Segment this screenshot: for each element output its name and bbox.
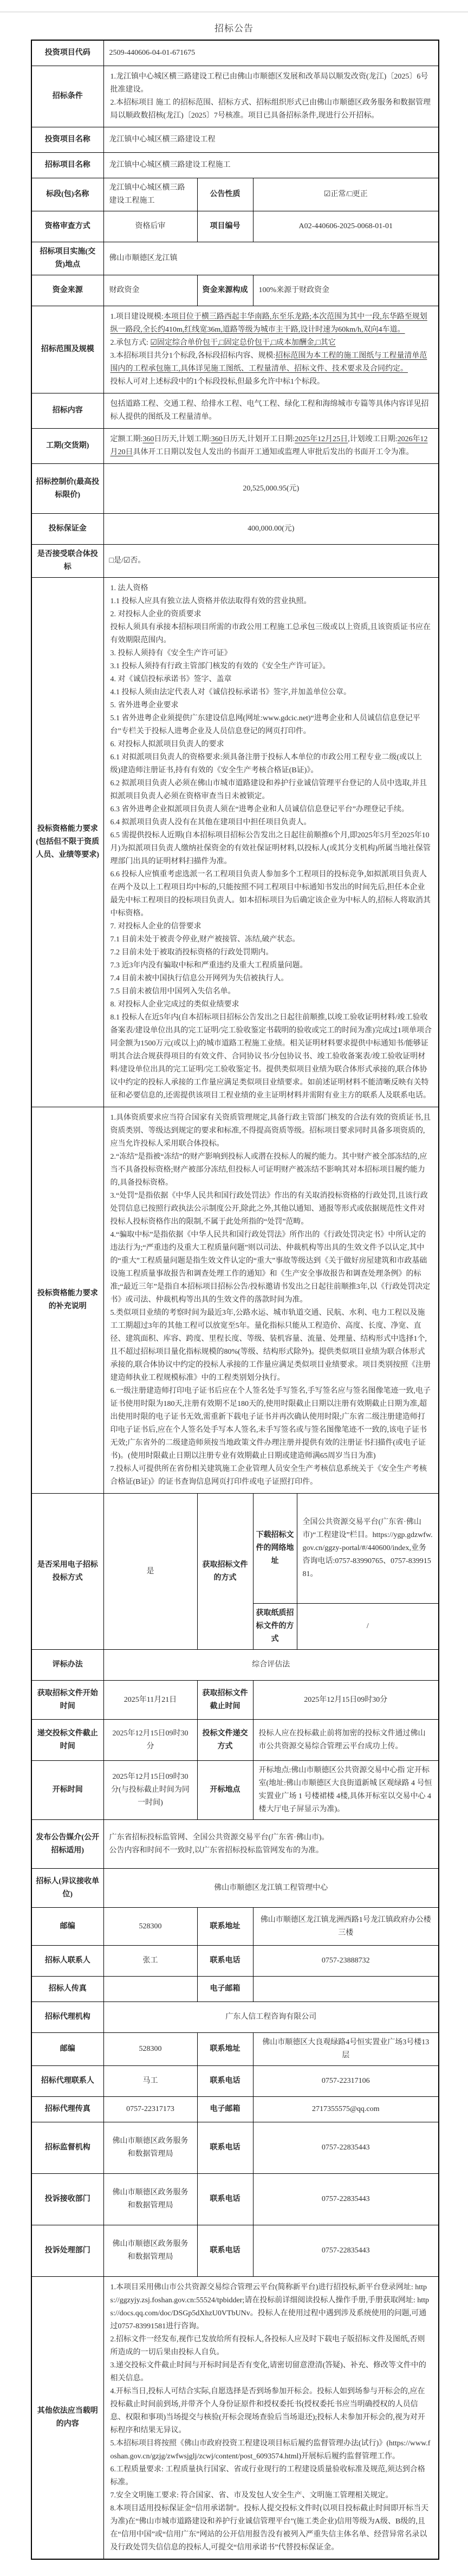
agency-email-value: 2717355575@qq.com [253,2097,439,2122]
complaint-receiving-phone-value: 0757-22835443 [253,2174,439,2225]
row-investment-project-name [31,127,439,153]
supervision-authority-label: 招标监督机构 [31,2122,103,2174]
investment-project-name-label: 投资项目名称 [31,127,103,153]
row-tender-content [31,393,439,429]
paragraph: 4. 对《诚信投标承诺书》签字、盖章 [110,675,232,683]
underlined-text: 招标范围为本工程的施工图纸与工程量清单范围内的工程承包施工,具体详见施工图纸、工程量清单、招标文件、技术要求及合同约定。 [110,352,427,373]
paragraph: 3.“处罚”是指依据《中华人民共和国行政处罚法》作出的有关取消投标资格的行政处罚,且该行政处罚信息已按照行政执法公示制度公开,除此之外,其他以通知、通报等形式或依据规范性文件对投标人投标资格作出的限制,不属于此处所指的“处罚”范畴。 [110,1192,428,1226]
paragraph [110,376,432,389]
row-tender-project-name [31,153,439,178]
tenderer-postcode-label: 邮编 [31,1908,103,1946]
electronic-bidding-value: 是 [103,1494,197,1650]
fund-composition-value: 100%来源于财政资金 [253,275,439,306]
tenderer-contact-value: 张工 [103,1946,197,1977]
announcement-nature-value: ☑正常/□更正 [253,178,439,211]
page-title: 招标公告 [214,23,253,34]
investment-code-value: 2509-440606-04-01-671675 [103,40,439,66]
tender-scope-label: 招标范围及规模 [31,306,103,393]
paragraph: 4.1 投标人须由法定代表人对《诚信投标承诺书》签字,并加盖单位公章。 [110,688,351,696]
row-bid-opening [31,1761,439,1820]
tenderer-value: 佛山市顺德区龙江镇工程管理中心 [103,1869,439,1908]
row-agency-contact [31,2066,439,2097]
consortium-label: 是否接受联合体投标 [31,545,103,578]
evaluation-method-value: 综合评估法 [103,1650,439,1681]
tender-conditions-label: 招标条件 [31,66,103,127]
qualification-supplement-value [103,1107,439,1494]
paragraph: 7.2 目前未处于被取消投标资格的行政处罚期内。 [110,948,274,957]
paragraph [110,350,432,376]
agency-label: 招标代理机构 [31,2002,103,2033]
delivery-location-label: 招标项目实施(交货)地点 [31,242,103,275]
supervision-phone-value: 0757-22835443 [253,2122,439,2174]
paragraph: 1. 法人资格 [110,584,148,592]
paragraph: 6.4 拟派项目负责人没有在其他在建项目中担任项目负责人。 [110,818,311,827]
tenderer-postcode-value: 528300 [103,1908,197,1946]
tenderer-address-label: 联系地址 [197,1908,253,1946]
paragraph: 7. 对投标人企业的信誉要求 [110,922,202,931]
section-name-value: 龙江镇中心城区横三路建设工程施工 [103,178,197,211]
project-number-label: 项目编号 [197,211,253,242]
paragraph: 8.本项目适用投标保证金“信用承诺制”。投标人提交投标文件时(以项目投标截止时间即开标当天为准)在“佛山市城市道路建设和养护行业诚信管理平台”(施工类企业)信用等级为A级、B级的,且在“信用中国”或“信用广东”网站的公开信用报告没有被列入严重失信主体名单、经营异常名录以及行政处罚失信信息的投标人,可提交“信用承诺书”代替投标保证金。 [110,2504,429,2552]
row-agency-postcode [31,2033,439,2066]
row-duration [31,429,439,464]
paragraph: 7.4 目前未被中国执行信息公开网列为失信被执行人。 [110,974,289,983]
agency-fax-value: 0757-22317173 [103,2097,197,2122]
bidder-qualification-value [103,578,439,1107]
agency-postcode-label: 邮编 [31,2033,103,2066]
document-obtain-start-label: 获取招标文件开始时间 [31,1681,103,1720]
paragraph: 2. 对投标人企业的资质要求 [110,610,202,618]
paragraph: 4.开标当日,投标人可结合实际,自愿选择是否到场参加开标会。投标人如到场参与开标会的,应在投标截止时间前到场,并带齐个人身份证原件和授权委托书(授权委托书应当明确授权的人员信息、权限和事项)当场提交与核验(开标会现场查验后当场退还);投标人未参加开标会的,视为对开标程序和结果无异议。 [110,2387,425,2435]
page-top-divider [0,11,468,12]
underlined-text: 360 [142,435,154,443]
text: 具体开工日期以发包人发出的书面开工通知或监理人审批后发出的书面开工令为准。 [133,448,414,456]
row-tenderer-contact [31,1946,439,1977]
project-number-value: A02-440606-2025-0068-01-01 [253,211,439,242]
row-consortium [31,545,439,578]
paragraph: 投标人须具有承接本招标项目所需的市政公用工程施工总承包三级或以上资质,且该资质证书应在有效期限范围内。 [110,623,431,644]
complaint-handling-phone-value: 0757-22835443 [253,2225,439,2277]
duration-value [103,429,439,464]
complaint-receiving-label: 投诉接收部门 [31,2174,103,2225]
underlined-text: 本项目位于横三路西起丰华南路,东至乐龙路;本次范围为其中一段,东华路至规划纵一路段,全长约410m,红线宽36m,道路等级为城市主干路,设计时速为60km/h,双向4车道。 [110,313,427,334]
paragraph: 6. 对投标人拟派项目负责人的要求 [110,740,224,748]
paragraph: 1.具体资质要求应当符合国家有关资质管理规定,具备行政主管部门核发的合法有效的资质证书,且资质类别、等级达到规定的要求和标准,不得提高资质等级。招标项目要求同时具备多项资质的,应当允许投标人采用联合体投标。 [110,1114,431,1148]
tenderer-email-label: 电子邮箱 [197,1977,253,2002]
row-bidder-qualification [31,578,439,1107]
paragraph: 1.龙江镇中心城区横三路建设工程已由佛山市顺德区发展和改革局以顺发改资(龙江)〔2025〕6号批准建设。 [110,73,428,94]
download-address-label: 下载招标文件的网络地址 [253,1494,297,1604]
row-investment-code [31,40,439,66]
other-contents-value [103,2277,439,2560]
underlined-text: ☑固定综合单价包干,□固定总价包干,□成本加酬金,□其它 [150,339,336,347]
paragraph: 1.本项目采用佛山市公共资源交易综合管理云平台(简称新平台)进行招投标,新平台登录网址: https://ggzyjy.zsj.foshan.gov.cn:55524/tpbidder;请在投标前详细阅读投标人操作手册,手册获取网址: https://docs.qq.com/doc/DSGp5dXhzU0VTbUNv。投标人在使用过程中遇到涉及系统使用的问题,可通过0757-83991581进行咨询。 [110,2283,429,2330]
fund-source-label: 资金来源 [31,275,103,306]
other-contents-label: 其他依法应当载明的内容 [31,2277,103,2560]
fund-source-value: 财政资金 [103,275,197,306]
agency-value: 广东人信工程咨询有限公司 [103,2002,439,2033]
submission-method-value: 投标人应在投标截止前将加密的投标文件通过佛山市公共资源交易综合管理云平台成功上传。 [253,1720,439,1761]
tender-content-label: 招标内容 [31,393,103,429]
paragraph [110,311,432,337]
paragraph: 5.1 省外进粤企业须提供广东建设信息网(网址:www.gdcic.net)“进粤企业和人员诚信信息登记平台”专栏关于投标人进粤企业及人员信息登记的网页打印件。 [110,714,420,735]
bid-opening-time-label: 开标时间 [31,1761,103,1820]
tenderer-fax-label: 招标人传真 [31,1977,103,2002]
tenderer-phone-value: 0757-23888732 [253,1946,439,1977]
row-section-name [31,178,439,211]
announcement-nature-label: 公告性质 [197,178,253,211]
text: 日历天,计划开工日期: [222,435,295,443]
qualification-check-label: 资格审查方式 [31,211,103,242]
paragraph: 8.1 投标人在近5年内(自本招标项目招标公告发出之日起往前顺推,以竣工验收证明材料/竣工验收备案表/建设单位出具的完工证明/完工验收鉴定书载明的验收或完工的时间为准)完成过1项单项合同金额为1500万元(或以上)的城市道路工程施工业绩。相关证明材料要求提供中标通知书/能够证明其合法合规获得项目的有效文件、合同协议书/分包协议书、竣工验收备案表/竣工验收证明材料/建设单位出具的完工证明/完工验收鉴定书。提供类似项目业绩为联合体形式承接的,联合体协议中约定的投标人承接的工作量应满足类似项目业绩要求。如前述证明材料不能清晰反映有关特征和必要信息的,还需提供该项目工程业绩的业主证明材料并需附有业主方的联系人及联系电话。 [110,1013,432,1100]
duration-label: 工期(交货期) [31,429,103,464]
row-complaint-receiving [31,2174,439,2225]
complaint-receiving-phone-label: 联系电话 [197,2174,253,2225]
paragraph: 6.1 对拟派项目负责人的资格要求:须具备注册于投标人本单位的市政公用工程专业二级(或以上级)建造师注册证书,持有有效的《安全生产考核合格证(B证)》。 [110,753,422,774]
underlined-text: 2026年12月20日 [110,435,428,456]
evaluation-method-label: 评标办法 [31,1650,103,1681]
agency-phone-value: 0757-22317106 [253,2066,439,2097]
delivery-location-value: 佛山市顺德区龙江镇 [103,242,439,275]
paragraph: 2.本招标项目 施工 的招标范围、招标方式、招标组织形式已由佛山市顺德区政务服务和数据管理局以顺政数招核(龙江)〔2025〕7号核准。项目已具备招标条件,现进行公开招标。 [110,99,431,120]
row-qualification-supplement [31,1107,439,1494]
paragraph: 7.5 目前未被信用中国列入失信名单。 [110,987,236,996]
paragraph: 5. 省外进粤企业要求 [110,701,179,709]
row-qualification-check [31,211,439,242]
supervision-phone-label: 联系电话 [197,2122,253,2174]
tenderer-contact-label: 招标人联系人 [31,1946,103,1977]
announcement-media-label: 发布公告媒介(公开招标适用) [31,1820,103,1869]
tenderer-address-value: 佛山市顺德区龙江镇龙洲西路1号龙江镇政府办公楼三楼 [253,1908,439,1946]
row-tender-scope [31,306,439,393]
underlined-text: 2025年12月25日 [295,435,348,443]
row-price-ceiling [31,464,439,514]
bid-opening-place-value: 开标地点:佛山市顺德区公共资源交易中心指 定开标室(地址:佛山市顺德区大良街道新城 区观绿路 4 号恒实置业广场 1 号楼裙楼 4楼,具体开标室以交易中心 4 楼大厅电子屏显示为准)。 [253,1761,439,1820]
tender-project-name-label: 招标项目名称 [31,153,103,178]
section-name-label: 标段(包)名称 [31,178,103,211]
row-tenderer-fax [31,1977,439,2002]
paragraph: 7.投标人可提供所在省份相关建筑施工企业管理人员安全生产考核信息系统关于《安全生产考核合格证(B证)》的证书查询信息网页打印件或电子证照打印件。 [110,1465,427,1486]
row-submission-deadline [31,1720,439,1761]
paragraph [110,433,432,459]
paragraph: 广东省招标投标监管网、全国公共资源交易平台(广东省·佛山市)。 [109,1833,329,1842]
row-agency [31,2002,439,2033]
row-complaint-handling [31,2225,439,2277]
row-electronic-bidding [31,1494,439,1604]
row-evaluation-method [31,1650,439,1681]
price-ceiling-label: 招标控制价(最高投标限价) [31,464,103,514]
tender-conditions-value [103,66,439,127]
row-fund-source [31,275,439,306]
bid-opening-place-label: 开标地点 [197,1761,253,1820]
document-obtain-start-value: 2025年11月21日 [103,1681,197,1720]
qualification-supplement-label: 投标资格能力要求的补充说明 [31,1107,103,1494]
tenderer-fax-value [103,1977,197,2002]
paragraph: 3. 投标人须持有《安全生产许可证》 [110,649,232,657]
paragraph: 6.2 拟派项目负责人必须在佛山市城市道路建设和养护行业诚信管理平台登记的人员中选取,并且拟派项目负责人必须在资格审查当日未被锁定。 [110,779,427,800]
document-obtain-end-value: 2025年12月15日09时30分 [253,1681,439,1720]
paragraph: 4.“骗取中标”是指依据《中华人民共和国行政处罚法》所作出的《行政处罚决定书》中所认定的违法行为;“严重违约及重大工程质量问题”则以司法、仲裁机构等出具的生效文件予以认定,其中的“重大”工程质量问题是指生效文件认定的“重大”事故等级达到《关于做好房屋建筑和市政基础设施工程质量事故报告和调查处理工作的通知》和《生产安全事故报告和调查处理条例》的标准;“最近三年”是指自本招标项目招标公告/投标邀请书发出之日起往前顺推3年,以《行政处罚决定书》或司法、仲裁机构等出具的生效文件的落款时间为准。 [110,1231,431,1304]
paper-documents-label: 获取纸质招标文件的方式 [253,1604,297,1650]
tender-project-name-value: 龙江镇中心城区横三路建设工程施工 [103,153,439,178]
tenderer-email-value [253,1977,439,2002]
investment-code-label: 投资项目代码 [31,40,103,66]
paragraph: 3.1 投标人须持有行政主管部门核发的有效的《安全生产许可证》。 [110,662,330,670]
paragraph: 6.一级注册建造师打印电子证书后应在个人签名处手写签名,手写签名应与签名图像笔迹一致,电子证书使用时限为180天,注册有效期不足180天的,使用时限截止日期以注册有效期截止日期为准,超出使用时限的电子证书无效,需重新下载电子证书并再次确认使用时限;广东省二级注册建造师打印电子证书后,应在个人签名处手写本人签名,未手写签名或与签名图像笔迹不一致的,该电子证书无效;广东省外的二级建造师须按当地政策文件办理注册并提供有效的注册证书扫描件(或电子证书)。(使用时限截止日期以注册专业有效期截止日期或建造师满65周岁当日为准) [110,1387,431,1460]
submission-method-label: 投标文件递交方式 [197,1720,253,1761]
text: 2.承包方式: [110,339,151,347]
complaint-receiving-value: 佛山市顺德区政务服务和数据管理局 [103,2174,197,2225]
paragraph: 8. 对投标人企业完成过的类似业绩要求 [110,1000,239,1009]
download-address-value: 全国公共资源交易平台(广东省·佛山市)“工程建设”栏目。https://ygp.gdzwfw.gov.cn/ggzy-portal/#/440600/index,业务咨询电话:0757-83990765、0757-83991581。 [297,1494,439,1604]
complaint-handling-value: 佛山市顺德区政务服务和数据管理局 [103,2225,197,2277]
tenderer-phone-label: 联系电话 [197,1946,253,1977]
bid-deposit-value: 400,000.00(元) [103,514,439,545]
text: 日历天,计划工期: [154,435,211,443]
submission-deadline-label: 递交投标文件截止时间 [31,1720,103,1761]
agency-phone-label: 联系电话 [197,2066,253,2097]
tender-scope-value [103,306,439,393]
price-ceiling-value: 20,525,000.95(元) [103,464,439,514]
paragraph: 6.5 需提供投标人近期(自本招标项目招标公告发出之日起往前顺推6个月,即2025年5月至2025年10月)为拟派项目负责人缴纳社保资金的有效社保证明材料,以投标人(或其分支机构)所属当地社保管理部门出具的证明材料扫描件为准。 [110,831,431,866]
agency-contact-value: 马工 [103,2066,197,2097]
paragraph: 1.1 投标人应具有独立法人资格并依法取得有效的营业执照。 [110,597,311,605]
submission-deadline-value: 2025年12月15日09时30分 [103,1720,197,1761]
paragraph: 2.“冻结”是指被“冻结”的财产影响到投标人或潜在投标人的履约能力。其中财产被全部冻结的,应当不具备投标资格;财产被部分冻结,但投标人可证明财产被冻结不影响其对本招标项目履约能力的,具备投标资格。 [110,1153,427,1187]
tender-announcement-table [31,40,439,2560]
row-announcement-media [31,1820,439,1869]
bid-opening-time-value: 2025年12月15日09时30分(与投标截止时间为同一时间) [103,1761,197,1820]
paragraph: 6.工程质量要求: 工程质量执行国家、省或行业现行的工程建设质量验收标准及规范,须达到合格标准。 [110,2465,425,2487]
row-other-contents [31,2277,439,2560]
row-tender-conditions [31,66,439,127]
announcement-media-value [103,1820,439,1869]
agency-postcode-value: 528300 [103,2033,197,2066]
text: 1.项目建设规模: [110,313,164,321]
row-tenderer [31,1869,439,1908]
paragraph: 公告内容和时间不一致时,以广东省招标投标监管网发布的为准。 [109,1846,323,1855]
electronic-bidding-label: 是否采用电子招标投标方式 [31,1494,103,1650]
text: 定额工期: [110,435,143,443]
investment-project-name-value: 龙江镇中心城区横三路建设工程 [103,127,439,153]
paragraph: 5.本招标项目将按照《佛山市政府投资工程建设项目标后履约监督管理办法(试行)》(https://www.foshan.gov.cn/gzjg/zwfwsjglj/zcwj/content/post_6093574.html)开展标后履约监督管理工作。 [110,2439,431,2461]
paragraph: 6.3 省外进粤企业拟派项目负责人须在“进粤企业和人员诚信信息登记平台”办理登记手续。 [110,805,409,814]
tender-content-value: 包括道路工程、交通工程、给排水工程、电气工程、绿化工程和海绵城市专篇等具体内容详见招标人提供的图纸及工程量清单。 [103,393,439,429]
row-supervision-authority [31,2122,439,2174]
agency-address-label: 联系地址 [197,2033,253,2066]
fund-composition-label: 资金来源构成 [197,275,253,306]
paragraph: 6.6 投标人应慎重考虑选派一名工程项目负责人参加多个工程项目的投标竞争,如拟派项目负责人在两个及以上工程项目均中标的,只能按照不同工程项目中标通知书发出的时间先后,担任本企业最先中标工程项目的投标项目负责人。如本招标项目为后确定该企业为中标人的,招标人将取消其中标资格。 [110,870,431,918]
agency-email-label: 电子邮箱 [197,2097,253,2122]
row-tenderer-postcode [31,1908,439,1946]
row-agency-fax [31,2097,439,2122]
tenderer-label: 招标人(异议接收单位) [31,1869,103,1908]
bidder-qualification-label: 投标资格能力要求(包括但不限于资质人员、业绩等要求) [31,578,103,1107]
row-bid-deposit [31,514,439,545]
paragraph [110,337,432,350]
paragraph: 7.1 目前未处于被责令停业,财产被接管、冻结,破产状态。 [110,935,300,944]
paragraph: 5.类似项目业绩的考察时间为最近3年,公路水运、城市轨道交通、民航、水利、电力工程以及施工工期超过3年的其他工程可以放宽至5年。量化指标只能从工程造价、高度、长度、净宽、直径、建筑面积、库容、跨度、里程长度、等级、装机容量、流量、处理量、结构形式中选择1个,且不超过招标项目量化指标规模的80%(等级、结构形式除外)。提供类似项目业绩为联合体形式承接的,联合体协议中约定的投标人承接的工作量应满足类似项目业绩要求。项目类别按照《注册建造师执业工程规模标准》中的工程类别划分执行。 [110,1309,431,1382]
text: 3.本招标项目共分1个标段,各标段招标内容、规模: [110,352,276,360]
document-obtain-end-label: 获取招标文件截止时间 [197,1681,253,1720]
qualification-check-value: 资格后审 [103,211,197,242]
paper-documents-value: / [297,1604,439,1650]
paragraph: 2.招标文件一经发布,视作已发放给所有投标人,各投标人应及时下载电子版招标文件及图纸,否则所造成的一切后果由投标人自负。 [110,2335,425,2357]
bid-deposit-label: 投标保证金 [31,514,103,545]
text: ,计划竣工日期: [348,435,398,443]
paragraph: 7.3 近3年内没有骗取中标和严重违约及重大工程质量问题。 [110,961,308,970]
agency-fax-label: 招标代理传真 [31,2097,103,2122]
row-delivery-location [31,242,439,275]
complaint-handling-label: 投诉处理部门 [31,2225,103,2277]
complaint-handling-phone-label: 联系电话 [197,2225,253,2277]
obtain-documents-method-label: 获取招标文件的方式 [197,1494,253,1650]
agency-contact-label: 招标代理联系人 [31,2066,103,2097]
underlined-text: 360 [211,435,223,443]
consortium-value: □是/☑否。 [103,545,439,578]
text: 投标人可对上述标段中的1个标段投标,但最多允许中标1个标段。 [110,378,324,386]
row-document-obtain-time [31,1681,439,1720]
paragraph: 3.递交投标文件截止时间与开标时间是否有变化,请密切留意澄清(答疑)、补充、修改等文件中的相关信息。 [110,2361,426,2383]
paragraph: 7.安全文明施工要求: 符合国家、省、市及发包人安全生产、文明施工管理相关规定。 [110,2491,393,2500]
supervision-authority-value: 佛山市顺德区政务服务和数据管理局 [103,2122,197,2174]
agency-address-value: 佛山市顺德区大良观绿路4号恒实置业广场3号楼13层 [253,2033,439,2066]
